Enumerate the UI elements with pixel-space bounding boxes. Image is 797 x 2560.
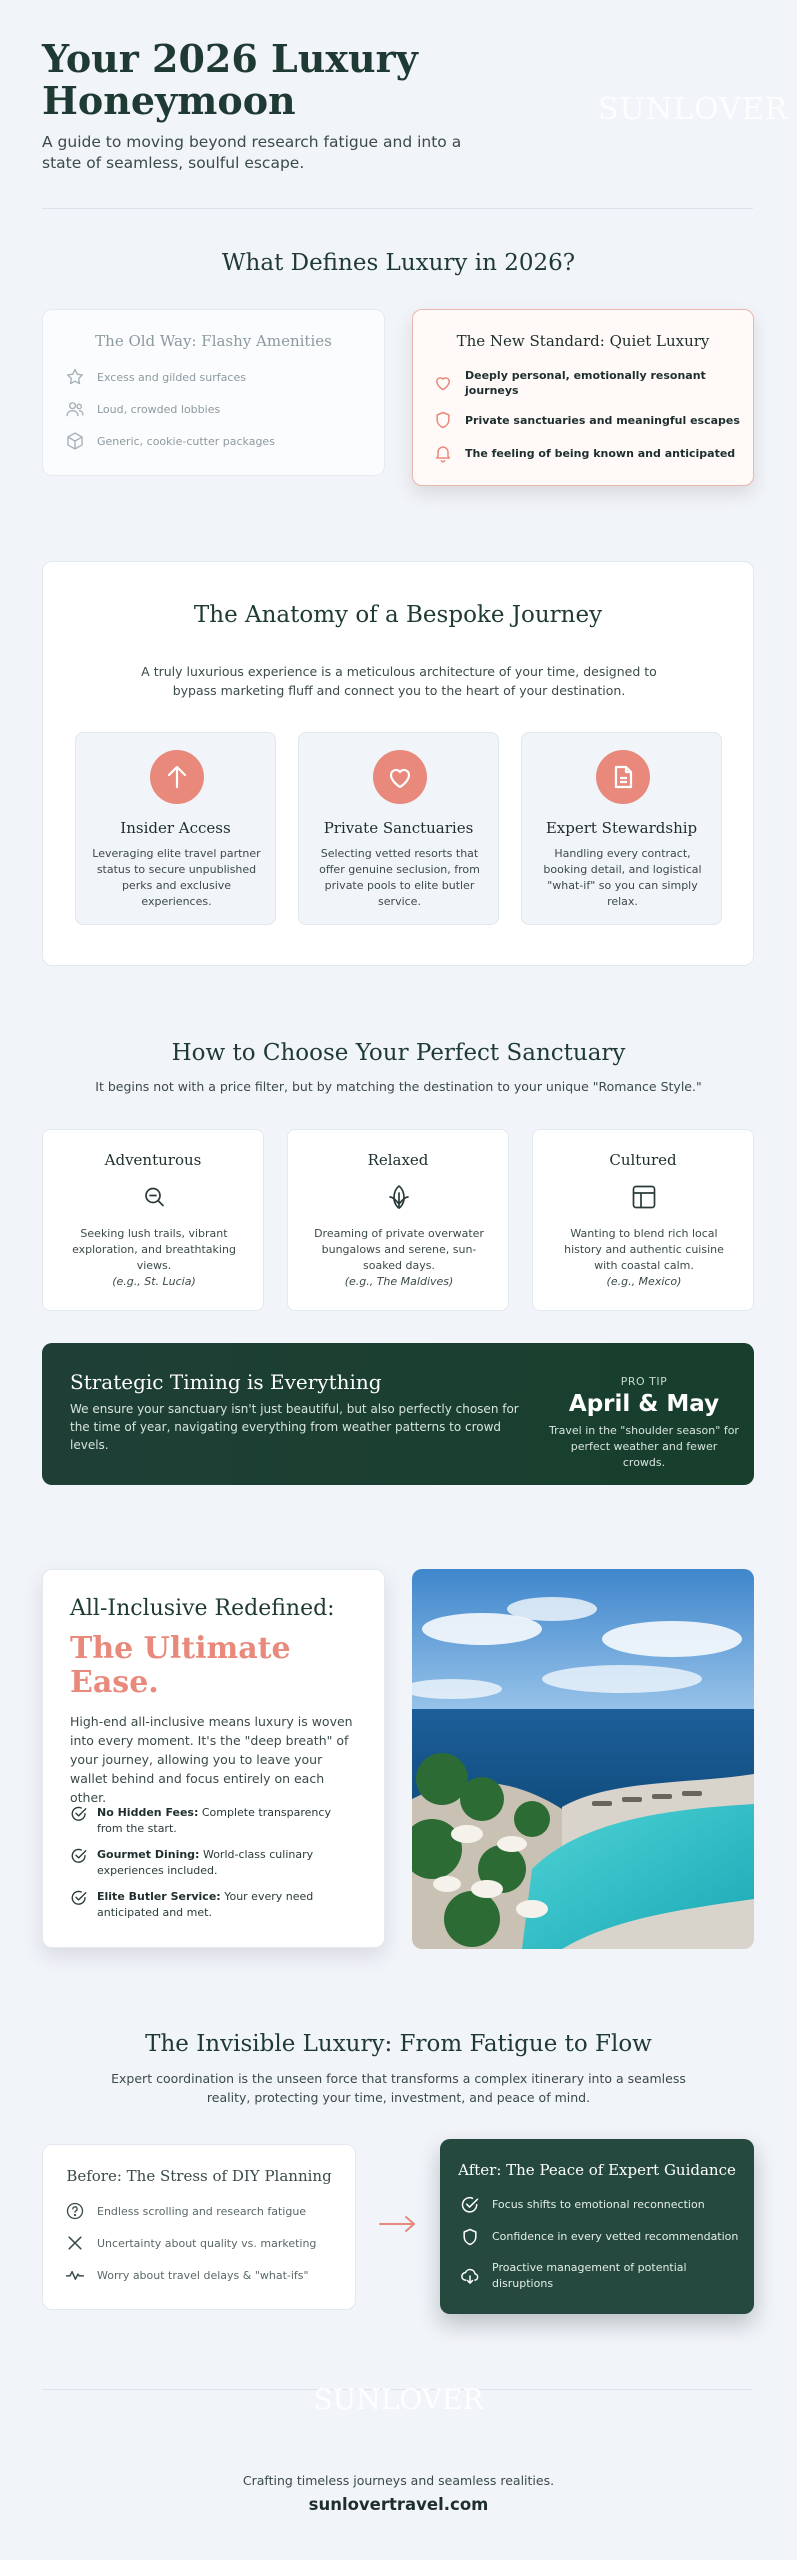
anatomy-card: [42, 561, 754, 966]
feature-icon-circle: [150, 750, 204, 804]
benefit-label: Gourmet Dining:: [97, 1848, 200, 1861]
new-standard-title: The New Standard: Quiet Luxury: [456, 332, 710, 350]
after-item: [460, 2227, 742, 2247]
feature-icon-circle: [596, 750, 650, 804]
page-title: Your 2026 Luxury Honeymoon: [42, 36, 418, 123]
footer-logo: SUNLOVER: [313, 2383, 484, 2416]
feature-text: Handling every contract, booking detail, and logistical "what-if" so you can simply relax.: [543, 847, 702, 908]
before-item-label: Endless scrolling and research fatigue: [97, 2204, 307, 2218]
all-inclusive-card: [42, 1569, 385, 1948]
pro-tip-label: PRO TIP: [620, 1375, 668, 1388]
style-title: Adventurous: [104, 1151, 202, 1169]
old-way-item-label: Generic, cookie-cutter packages: [97, 434, 275, 448]
resort-pool-photo: [412, 1569, 754, 1949]
cloud-download-icon: [460, 2266, 480, 2286]
after-item-label: Proactive management of potential disruptions: [492, 2261, 687, 2290]
before-item: [65, 2201, 306, 2221]
benefit-text: [97, 1847, 360, 1879]
benefit-label: No Hidden Fees:: [97, 1806, 199, 1819]
feature-icon-circle: [373, 750, 427, 804]
question-icon: [65, 2201, 85, 2221]
after-item: [460, 2195, 742, 2215]
feature-card-insider-access: [75, 732, 276, 925]
anatomy-description: A truly luxurious experience is a meticulous architecture of your time, designed to bypass marketing fluff and connect you to the heart of your destination.: [141, 664, 657, 698]
before-item: [65, 2233, 316, 2253]
style-card-cultured: [532, 1129, 754, 1311]
shield-icon: [460, 2227, 480, 2247]
benefit-item: [70, 1889, 360, 1921]
users-icon: [65, 399, 85, 419]
style-example: (e.g., The Maldives): [344, 1275, 454, 1288]
new-standard-card: [412, 309, 754, 486]
style-text: [67, 1226, 241, 1290]
star-icon: [65, 367, 85, 387]
x-icon: [65, 2233, 85, 2253]
header-divider: [42, 208, 753, 209]
style-title: Relaxed: [367, 1151, 429, 1169]
choose-heading: How to Choose Your Perfect Sanctuary: [171, 1040, 626, 1066]
style-example: (e.g., St. Lucia): [112, 1275, 196, 1288]
footer-website-link[interactable]: sunlovertravel.com: [308, 2495, 489, 2514]
timing-title: Strategic Timing is Everything: [70, 1370, 382, 1394]
heart-icon: [373, 750, 427, 804]
timing-banner: [42, 1343, 754, 1485]
cube-icon: [65, 431, 85, 451]
magnifier-icon: [140, 1183, 168, 1211]
check-circle-icon: [70, 1889, 88, 1907]
benefit-detail: World-class culinary experiences included.: [97, 1848, 314, 1877]
style-description: Seeking lush trails, vibrant exploration, and breathtaking views.: [72, 1227, 236, 1272]
header-logo: SUNLOVER: [598, 92, 789, 127]
new-standard-item: [433, 443, 743, 463]
document-icon: [596, 750, 650, 804]
pro-tip-month: April & May: [568, 1391, 720, 1417]
bell-icon: [433, 443, 453, 463]
after-card: [440, 2139, 754, 2314]
style-card-adventurous: [42, 1129, 264, 1311]
page-subtitle: A guide to moving beyond research fatigue and into a state of seamless, soulful escape.: [42, 133, 462, 172]
pro-tip-text: Travel in the "shoulder season" for perfect weather and fewer crowds.: [549, 1424, 739, 1469]
pulse-icon: [65, 2265, 85, 2285]
arrow-up-icon: [150, 750, 204, 804]
all-inclusive-title: All-Inclusive Redefined:: [70, 1596, 335, 1621]
anatomy-heading: The Anatomy of a Bespoke Journey: [193, 602, 603, 628]
after-item: [460, 2260, 742, 2292]
before-item-label: Worry about travel delays & "what-ifs": [97, 2268, 309, 2282]
feature-text: Selecting vetted resorts that offer genuine seclusion, from private pools to elite butler service.: [319, 847, 480, 908]
benefit-text: [97, 1889, 360, 1921]
heart-icon: [433, 373, 453, 393]
new-standard-item-label: Deeply personal, emotionally resonant journeys: [465, 369, 706, 397]
new-standard-item: [433, 368, 743, 398]
after-title: After: The Peace of Expert Guidance: [458, 2161, 736, 2179]
invisible-description: Expert coordination is the unseen force that transforms a complex itinerary into a seamless reality, protecting your time, investment, and peace of mind.: [111, 2071, 686, 2105]
check-circle-icon: [460, 2195, 480, 2215]
choose-subtitle: It begins not with a price filter, but by matching the destination to your unique "Romance Style.": [95, 1079, 702, 1094]
benefit-detail: Complete transparency from the start.: [97, 1806, 331, 1835]
defines-heading: What Defines Luxury in 2026?: [221, 250, 576, 276]
feature-title: Private Sanctuaries: [323, 819, 474, 837]
check-circle-icon: [70, 1847, 88, 1865]
feature-text: Leveraging elite travel partner status to secure unpublished perks and exclusive experiences.: [92, 847, 261, 908]
benefit-item: [70, 1847, 360, 1879]
invisible-heading: The Invisible Luxury: From Fatigue to Flow: [145, 2031, 652, 2057]
all-inclusive-description: High-end all-inclusive means luxury is woven into every moment. It's the "deep breath" of your journey, allowing you to leave your wallet behind and focus entirely on each other.: [70, 1714, 353, 1805]
after-item-label: Focus shifts to emotional reconnection: [492, 2198, 705, 2211]
feature-card-private-sanctuaries: [298, 732, 499, 925]
layout-icon: [630, 1183, 658, 1211]
new-standard-item-label: Private sanctuaries and meaningful escapes: [465, 413, 740, 427]
benefit-detail: Your every need anticipated and met.: [97, 1890, 314, 1919]
resort-pool-illustration: [412, 1569, 754, 1949]
new-standard-item-label: The feeling of being known and anticipated: [465, 446, 736, 460]
before-card: [42, 2144, 356, 2310]
old-way-card: [42, 309, 385, 476]
new-standard-item: [433, 410, 743, 430]
before-item: [65, 2265, 309, 2285]
arrow-right-icon: [378, 2214, 418, 2234]
old-way-item-label: Loud, crowded lobbies: [97, 402, 221, 416]
style-text: [557, 1226, 731, 1290]
peace-icon: [385, 1183, 413, 1211]
old-way-item: [65, 431, 275, 451]
style-text: [312, 1226, 486, 1290]
before-item-label: Uncertainty about quality vs. marketing: [97, 2236, 317, 2250]
benefit-text: [97, 1805, 360, 1837]
style-example: (e.g., Mexico): [606, 1275, 682, 1288]
style-title: Cultured: [609, 1151, 677, 1169]
style-description: Wanting to blend rich local history and authentic cuisine with coastal calm.: [564, 1227, 724, 1272]
before-title: Before: The Stress of DIY Planning: [66, 2167, 332, 2185]
feature-card-expert-stewardship: [521, 732, 722, 925]
after-item-label: Confidence in every vetted recommendation: [492, 2230, 739, 2243]
style-card-relaxed: [287, 1129, 509, 1311]
all-inclusive-accent: The Ultimate Ease.: [70, 1631, 291, 1700]
old-way-item: [65, 399, 220, 419]
feature-title: Insider Access: [120, 819, 231, 837]
check-circle-icon: [70, 1805, 88, 1823]
benefit-label: Elite Butler Service:: [97, 1890, 221, 1903]
old-way-title: The Old Way: Flashy Amenities: [95, 332, 332, 350]
old-way-item-label: Excess and gilded surfaces: [97, 370, 246, 384]
benefit-item: [70, 1805, 360, 1837]
timing-description: We ensure your sanctuary isn't just beautiful, but also perfectly chosen for the time of year, navigating everything from weather patterns to crowd levels.: [70, 1402, 519, 1452]
feature-title: Expert Stewardship: [545, 819, 698, 837]
shield-icon: [433, 410, 453, 430]
old-way-item: [65, 367, 246, 387]
style-description: Dreaming of private overwater bungalows and serene, sun-soaked days.: [314, 1227, 484, 1272]
footer-tagline: Crafting timeless journeys and seamless realities.: [242, 2473, 555, 2488]
